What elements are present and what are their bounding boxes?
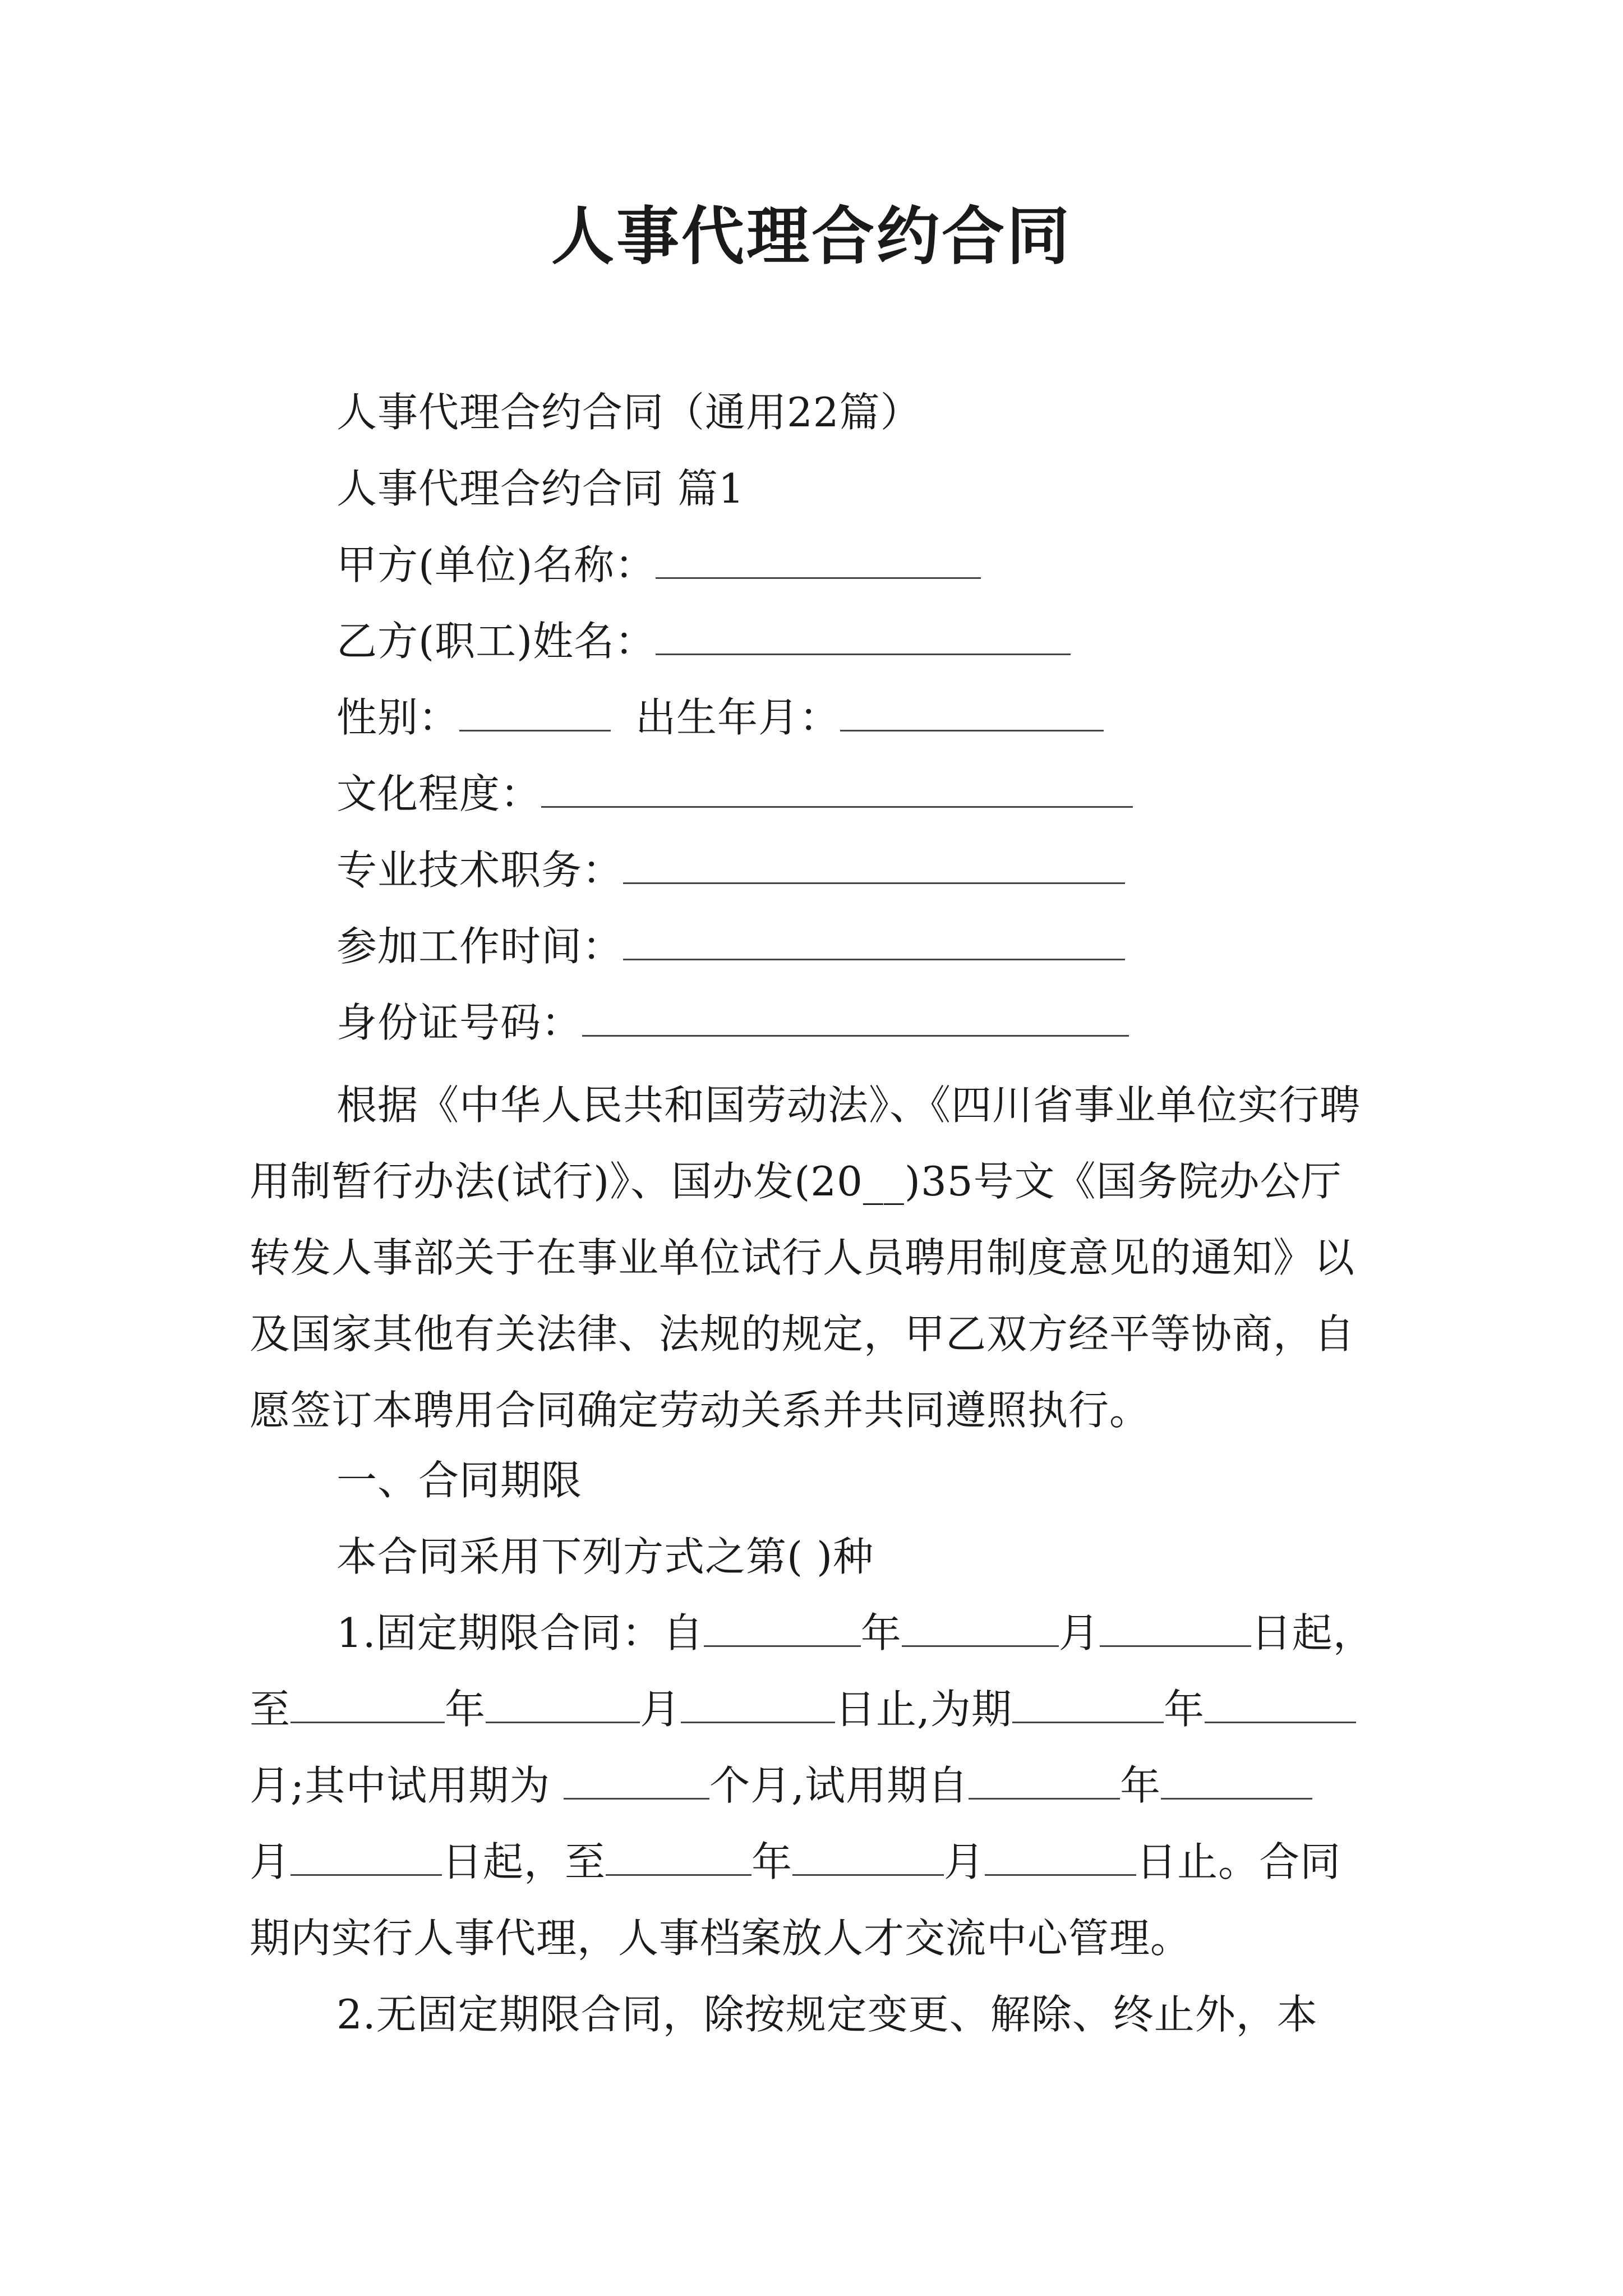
clause-text: 年: [1120, 1762, 1161, 1809]
fill-blank[interactable]: [656, 540, 981, 579]
fill-blank[interactable]: [486, 1685, 640, 1723]
document-subtitle: 人事代理合约合同（通用22篇）: [336, 389, 921, 436]
field-education: [336, 769, 1133, 819]
fill-blank[interactable]: [1012, 1685, 1164, 1723]
clause-text: 日起，: [1251, 1609, 1374, 1657]
clause-text: 个月,试用期自: [709, 1762, 969, 1809]
fill-blank[interactable]: [902, 1608, 1059, 1647]
clause-text: 年: [860, 1609, 902, 1657]
clause-text: 月;其中试用期为: [250, 1762, 564, 1809]
fill-blank[interactable]: [623, 845, 1125, 884]
field-label-party-b: 乙方(职工)姓名：: [336, 618, 656, 665]
clause-text: 月: [1058, 1609, 1100, 1657]
fill-blank[interactable]: [1161, 1761, 1312, 1800]
clause1-line2: [250, 1684, 1356, 1734]
field-party-a: [336, 540, 981, 590]
fill-blank[interactable]: [681, 1685, 835, 1723]
clause-text: 年: [751, 1838, 793, 1885]
fill-blank[interactable]: [623, 922, 1125, 960]
clause-text: 至: [250, 1686, 291, 1733]
chapter-heading: 人事代理合约合同 篇1: [336, 465, 745, 512]
clause-text: 月: [944, 1838, 985, 1885]
clause-text: 月: [250, 1838, 291, 1885]
clause-text: 日起，至: [442, 1838, 606, 1885]
fill-blank[interactable]: [1205, 1685, 1356, 1723]
intro-paragraph: [250, 1067, 1382, 1448]
clause-text: 年: [445, 1686, 486, 1733]
field-label-birth: 出生年月：: [635, 694, 841, 741]
fill-blank[interactable]: [1100, 1608, 1251, 1647]
field-label-work-start: 参加工作时间：: [336, 923, 624, 970]
field-gender-birth: [336, 692, 1104, 743]
field-party-b: [336, 616, 1071, 666]
fill-blank[interactable]: [582, 998, 1129, 1037]
fill-blank[interactable]: [291, 1685, 445, 1723]
field-label-id-number: 身份证号码：: [336, 999, 583, 1046]
clause1-line1: [336, 1608, 1374, 1658]
fill-blank[interactable]: [840, 693, 1104, 731]
fill-blank[interactable]: [291, 1837, 442, 1876]
document-title: 人事代理合约合同: [551, 200, 1072, 273]
field-label-title-rank: 专业技术职务：: [336, 846, 624, 894]
section-intro-term: 本合同采用下列方式之第( )种: [336, 1533, 874, 1580]
field-id-number: [336, 997, 1129, 1048]
clause-text: 年: [1163, 1686, 1205, 1733]
clause-text: 1.固定期限合同：自: [336, 1609, 704, 1657]
field-title-rank: [336, 845, 1125, 895]
fill-blank[interactable]: [541, 769, 1133, 808]
fill-blank[interactable]: [656, 616, 1071, 655]
section-heading-term: 一、合同期限: [336, 1457, 583, 1504]
field-label-party-a: 甲方(单位)名称：: [336, 541, 656, 588]
fill-blank[interactable]: [985, 1837, 1136, 1876]
clause1-line3: [250, 1760, 1312, 1811]
clause-text: 月: [640, 1686, 681, 1733]
clause1-line5: 期内实行人事代理，人事档案放人才交流中心管理。: [250, 1915, 1192, 1962]
field-label-gender: 性别：: [336, 694, 460, 741]
fill-blank[interactable]: [704, 1608, 861, 1647]
clause-text: 日止,为期: [835, 1686, 1012, 1733]
intro-paragraph-text: 根据《中华人民共和国劳动法》、《四川省事业单位实行聘用制暂行办法(试行)》、国办发(20__)35号文《国务院办公厅转发人事部关于在事业单位试行人员聘用制度意见的通知》以及国家其他有关法律、法规的规定，甲乙双方经平等协商，自愿签订本聘用合同确定劳动关系并共同遵照执行。: [250, 1082, 1361, 1434]
fill-blank[interactable]: [969, 1761, 1120, 1800]
fill-blank[interactable]: [564, 1761, 709, 1800]
field-work-start: [336, 921, 1125, 972]
fill-blank[interactable]: [459, 693, 611, 731]
fill-blank[interactable]: [606, 1837, 751, 1876]
clause-text: 日止。合同: [1136, 1838, 1341, 1885]
field-label-education: 文化程度：: [336, 770, 542, 817]
clause2-line1: 2.无固定期限合同，除按规定变更、解除、终止外，本: [336, 1991, 1318, 2038]
fill-blank[interactable]: [792, 1837, 944, 1876]
clause1-line4: [250, 1837, 1341, 1887]
